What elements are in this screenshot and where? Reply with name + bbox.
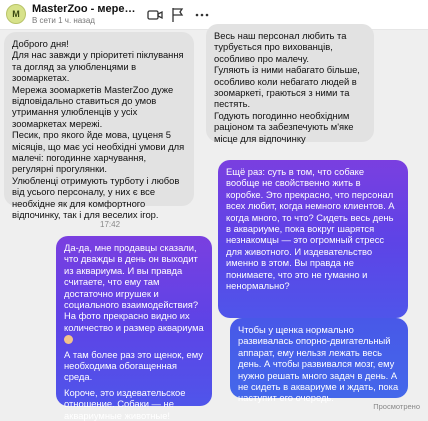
timestamp: 17:42 [100, 220, 121, 229]
message-text: Весь наш персонал любить та турбується про вихованців, особливо про малечу. Гуляють із ними набагато більше, особливо коли небагато людей в зоомаркеті, граються з ними та пестять. Годують погодинно необхідним раціоном та забезпечують м'яке місце для відпочинку [214, 30, 360, 144]
message-text: А там более раз это щенок, ему необходима обогащенная среда. [64, 348, 203, 383]
outgoing-message-3 [230, 318, 408, 404]
message-text: Да-да, мне продавцы сказали, что дважды в день он выходит из аквариума. И вы правда считаете, что ему там достаточно игрушек и социального взаимодействия? На фото прекрасно видно их количество и размер аквариума [64, 242, 204, 333]
incoming-message-2 [206, 24, 374, 142]
avatar[interactable]: M [6, 4, 26, 24]
video-call-icon[interactable] [147, 7, 163, 23]
outgoing-message-1 [218, 160, 408, 318]
message-text: Доброго дня! Для нас завжди у пріоритеті піклування та догляд за улюбленцями в зоомаркетах. Мережа зоомаркетів MasterZoo дуже відповідально ставиться до умов утримання улюбленців у усіх зоомаркетах мережі. Песик, про якого йде мова, цуценя 5 місяців, що має усі необхідні умови для малечі: погодинне харчування, регулярні прогулянки. Улюбленці отримують турботу і любов від усього персоналу, у них є все необхідне як для комфортного відпочинку, так і для веселих ігор. [12, 38, 185, 221]
emoji-icon [64, 335, 73, 344]
message-text: Ещё раз: суть в том, что собаке вообще не свойственно жить в коробке. Это прекрасно, что персонал всех любит, когда немного клиентов. А когда много, то что? Сидеть весь день в аквариуме, пока вокруг шарятся незнакомцы — это огромный стресс для животного. И издевательство именно в этом. Вы правда не понимаете, что это не гуманно и ненормально? [226, 166, 395, 292]
outgoing-message-2 [56, 236, 212, 421]
chat-title[interactable]: MasterZoo - мере… [32, 3, 136, 15]
more-icon[interactable] [194, 7, 210, 23]
online-status: В сети 1 ч. назад [32, 16, 95, 25]
flag-icon[interactable] [170, 7, 186, 23]
incoming-message-1 [4, 32, 194, 221]
message-text: Короче, это издевательское отношение. Собаки — не аквариумные животные! [64, 386, 186, 421]
message-text: Чтобы у щенка нормально развивалась опорно-двигательный аппарат, ему нельзя лежать весь день. А чтобы развивался мозг, ему нужно решать много задач в день. А не сидеть в аквариуме и ждать, пока наступит его очередь. [238, 324, 399, 404]
seen-status: Просмотрено [373, 402, 420, 411]
